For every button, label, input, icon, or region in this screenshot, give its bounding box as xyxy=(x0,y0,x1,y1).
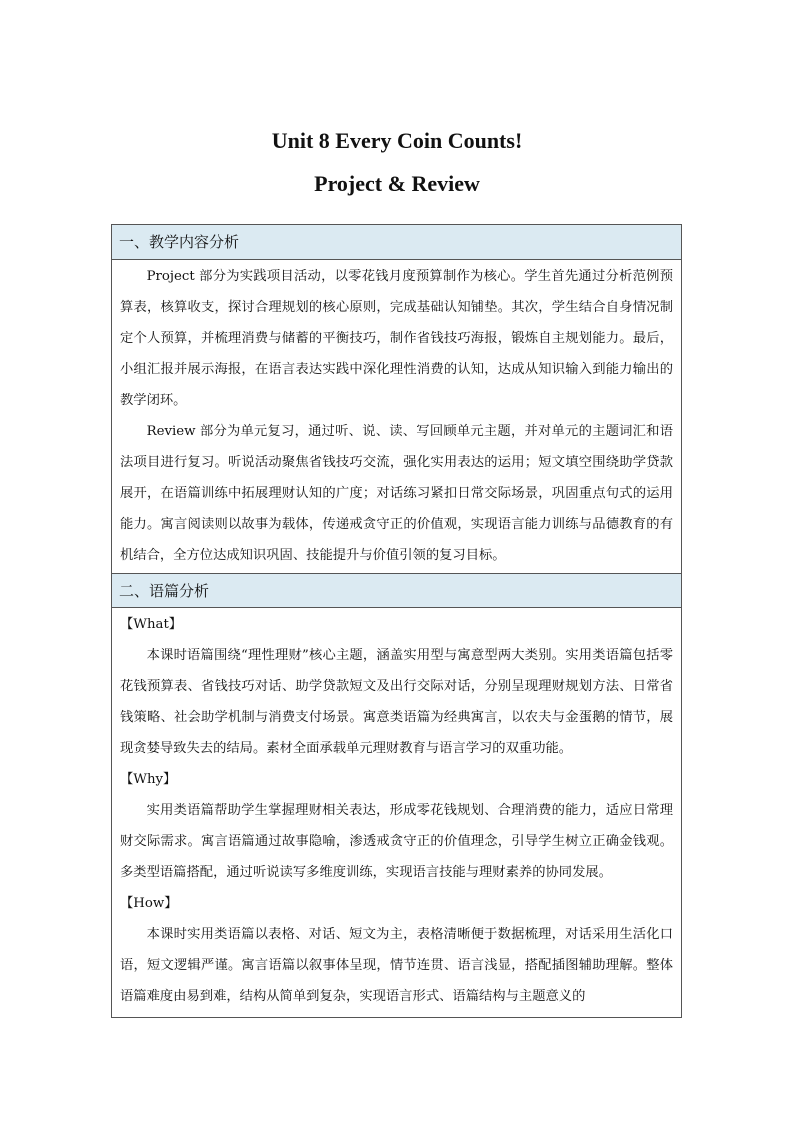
section-body-text-analysis xyxy=(112,608,681,1014)
section-body-content-analysis xyxy=(112,260,681,573)
why-label: 【Why】 xyxy=(120,772,177,787)
paragraph-review: Review 部分为单元复习，通过听、说、读、写回顾单元主题，并对单元的主题词汇和语法项目进行复习。听说活动聚焦省钱技巧交流，强化实用表达的运用；短文填空围绕助学贷款展开，在语篇训练中拓展理财认知的广度；对话练习紧扣日常交际场景，巩固重点句式的运用能力。寓言阅读则以故事为载体，传递戒贪守正的价值观，实现语言能力训练与品德教育的有机结合，全方位达成知识巩固、技能提升与价值引领的复习目标。 xyxy=(120,424,673,563)
section-heading-text-analysis: 二、语篇分析 xyxy=(112,573,681,608)
why-paragraph: 实用类语篇帮助学生掌握理财相关表达，形成零花钱规划、合理消费的能力，适应日常理财交际需求。寓言语篇通过故事隐喻，渗透戒贪守正的价值理念，引导学生树立正确金钱观。多类型语篇搭配，通过听说读写多维度训练，实现语言技能与理财素养的协同发展。 xyxy=(120,803,673,880)
paragraph-project: Project 部分为实践项目活动，以零花钱月度预算制作为核心。学生首先通过分析范例预算表，核算收支，探讨合理规划的核心原则，完成基础认知铺垫。其次，学生结合自身情况制定个人预算，并梳理消费与储蓄的平衡技巧，制作省钱技巧海报，锻炼自主规划能力。最后，小组汇报并展示海报，在语言表达实践中深化理性消费的认知，达成从知识输入到能力输出的教学闭环。 xyxy=(120,269,673,408)
how-paragraph: 本课时实用类语篇以表格、对话、短文为主，表格清晰便于数据梳理，对话采用生活化口语，短文逻辑严谨。寓言语篇以叙事体呈现，情节连贯、语言浅显，搭配插图辅助理解。整体语篇难度由易到难，结构从简单到复杂，实现语言形式、语篇结构与主题意义的 xyxy=(120,927,673,1004)
what-label: 【What】 xyxy=(120,617,183,632)
what-paragraph: 本课时语篇围绕“理性理财”核心主题，涵盖实用型与寓意型两大类别。实用类语篇包括零花钱预算表、省钱技巧对话、助学贷款短文及出行交际对话，分别呈现理财规划方法、日常省钱策略、社会助学机制与消费支付场景。寓意类语篇为经典寓言，以农夫与金蛋鹅的情节，展现贪婪导致失去的结局。素材全面承载单元理财教育与语言学习的双重功能。 xyxy=(120,648,673,756)
section-heading-content-analysis: 一、教学内容分析 xyxy=(112,225,681,260)
analysis-table xyxy=(111,224,682,1018)
document-subtitle: Project & Review xyxy=(314,171,480,196)
document-title: Unit 8 Every Coin Counts! xyxy=(271,128,523,153)
how-label: 【How】 xyxy=(120,896,178,911)
